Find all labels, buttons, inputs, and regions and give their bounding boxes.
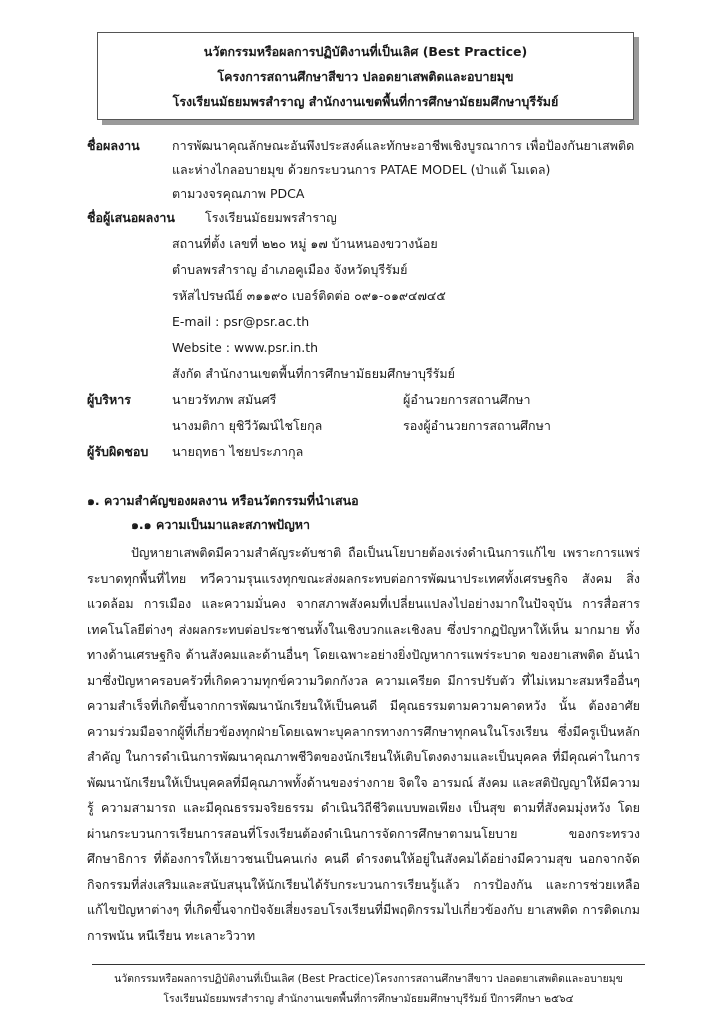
- affiliation: สังกัด สำนักงานเขตพื้นที่การศึกษามัธยมศึกษาบุรีรัมย์: [172, 366, 455, 381]
- footer-divider: [92, 964, 645, 965]
- title-line-2: โครงการสถานศึกษาสีขาว ปลอดยาเสพติดและอบายมุข: [217, 69, 514, 84]
- address-line-2: ตำบลพรสำราญ อำเภอคูเมือง จังหวัดบุรีรัมย์: [172, 262, 408, 277]
- responsible-name: นายฤทธา ไชยประภากุล: [172, 444, 304, 459]
- title-line-3: โรงเรียนมัธยมพรสำราญ สำนักงานเขตพื้นที่การศึกษามัธยมศึกษาบุรีรัมย์: [172, 94, 559, 109]
- email: E-mail : psr@psr.ac.th: [172, 314, 310, 329]
- proposer-name: โรงเรียนมัธยมพรสำราญ: [205, 210, 337, 225]
- admin-name-2: นางมติกา ยุชิวีวัฒน์ไชโยกุล: [172, 418, 323, 433]
- work-title-line-2: และห่างไกลอบายมุข ด้วยกระบวนการ PATAE MODEL (ป่าแต้ โมเดล): [172, 162, 551, 177]
- footer-line-1: นวัตกรรมหรือผลการปฏิบัติงานที่เป็นเลิศ (Best Practice)โครงการสถานศึกษาสีขาว ปลอดยาเสพติดและอบายมุข: [114, 973, 623, 985]
- work-title-line-3: ตามวงจรคุณภาพ PDCA: [172, 186, 305, 201]
- address-line-3: รหัสไปรษณีย์ ๓๑๑๙๐ เบอร์ติดต่อ ๐๙๑-๐๑๙๔๗๔๕: [172, 288, 446, 303]
- responsible-label: ผู้รับผิดชอบ: [87, 444, 149, 459]
- admin-role-2: รองผู้อำนวยการสถานศึกษา: [403, 418, 551, 433]
- body-paragraph: ปัญหายาเสพติดมีความสำคัญระดับชาติ ถือเป็นนโยบายต้องเร่งดำเนินการแก้ไข เพราะการแพร่ระบาดทุกพื้นที่ไทย ทวีความรุนแรงทุกขณะส่งผลกระทบต่อการพัฒนาประเทศทั้งเศรษฐกิจ สังคม สิ่งแวดล้อม การเมือง และความมั่นคง จากสภาพสังคมที่เปลี่ยนแปลงไปอย่างมากในปัจจุบัน การสื่อสาร เทคโนโลยีต่างๆ ส่งผลกระทบต่อประชาชนทั้งในเชิงบวกและเชิงลบ ซึ่งปรากฏปัญหาให้เห็น มากมาย ทั้งทางด้านเศรษฐกิจ ด้านสังคมและด้านอื่นๆ โดยเฉพาะอย่างยิ่งปัญหาการแพร่ระบาด ของยาเสพติด อันนำมาซึ่งปัญหาครอบครัวที่เกิดความทุกข์ความวิตกกังวล ความเครียด มีการปรับตัว ที่ไม่เหมาะสมหรืออื่นๆ ความสำเร็จที่เกิดขึ้นจากการพัฒนานักเรียนให้เป็นคนดี มีคุณธรรมตามความคาดหวัง นั้น ต้องอาศัยความร่วมมือจากผู้ที่เกี่ยวข้องทุกฝ่ายโดยเฉพาะบุคลากรทางการศึกษาทุกคนในโรงเรียน ซึ่งมีครูเป็นหลักสำคัญ ในการดำเนินการพัฒนาคุณภาพชีวิตของนักเรียนให้เติบโตงดงามและเป็นบุคคล ที่มีคุณค่าในการพัฒนานักเรียนให้เป็นบุคคลที่มีคุณภาพทั้งด้านของร่างกาย จิตใจ อารมณ์ สังคม และสติปัญญาให้มีความรู้ ความสามารถ และมีคุณธรรมจริยธรรม ดำเนินวิถีชีวิตแบบพอเพียง เป็นสุข ตามที่สังคมมุ่งหวัง โดยผ่านกระบวนการเรียนการสอนที่โรงเรียนต้องดำเนินการจัดการศึกษาตามนโยบาย ของกระทรวงศึกษาธิการ ที่ต้องการให้เยาวชนเป็นคนเก่ง คนดี ดำรงตนให้อยู่ในสังคมได้อย่างมีความสุข นอกจากจัดกิจกรรมที่ส่งเสริมและสนับสนุนให้นักเรียนได้รับกระบวนการเรียนรู้แล้ว การป้องกัน และการช่วยเหลือ แก้ไขปัญหาต่างๆ ที่เกิดขึ้นจากปัจจัยเสี่ยงรอบโรงเรียนที่มีพฤติกรรมไปเกี่ยวข้องกับ ยาเสพติด การติดเกม การพนัน หนีเรียน ทะเลาะวิวาท: [87, 545, 640, 943]
- address-line-1: สถานที่ตั้ง เลขที่ ๒๒๐ หมู่ ๑๗ บ้านหนองขวางน้อย: [172, 236, 438, 251]
- title-line-1: นวัตกรรมหรือผลการปฏิบัติงานที่เป็นเลิศ (Best Practice): [203, 44, 528, 59]
- admin-label: ผู้บริหาร: [87, 392, 131, 407]
- work-label: ชื่อผลงาน: [87, 138, 140, 153]
- subsection-heading: ๑.๑ ความเป็นมาและสภาพปัญหา: [131, 517, 311, 532]
- work-title-line-1: การพัฒนาคุณลักษณะอันพึงประสงค์และทักษะอาชีพเชิงบูรณาการ เพื่อป้องกันยาเสพติด: [172, 138, 635, 153]
- footer-line-2: โรงเรียนมัธยมพรสำราญ สำนักงานเขตพื้นที่การศึกษามัธยมศึกษาบุรีรัมย์ ปีการศึกษา ๒๕๖๔: [163, 993, 574, 1005]
- proposer-label: ชื่อผู้เสนอผลงาน: [87, 210, 175, 225]
- website: Website : www.psr.in.th: [172, 340, 319, 355]
- title-box: [97, 32, 634, 120]
- section-heading: ๑. ความสำคัญของผลงาน หรือนวัตกรรมที่นำเสนอ: [87, 493, 359, 508]
- admin-name-1: นายวรัทภพ สมันศรี: [172, 392, 277, 407]
- admin-role-1: ผู้อำนวยการสถานศึกษา: [403, 392, 531, 407]
